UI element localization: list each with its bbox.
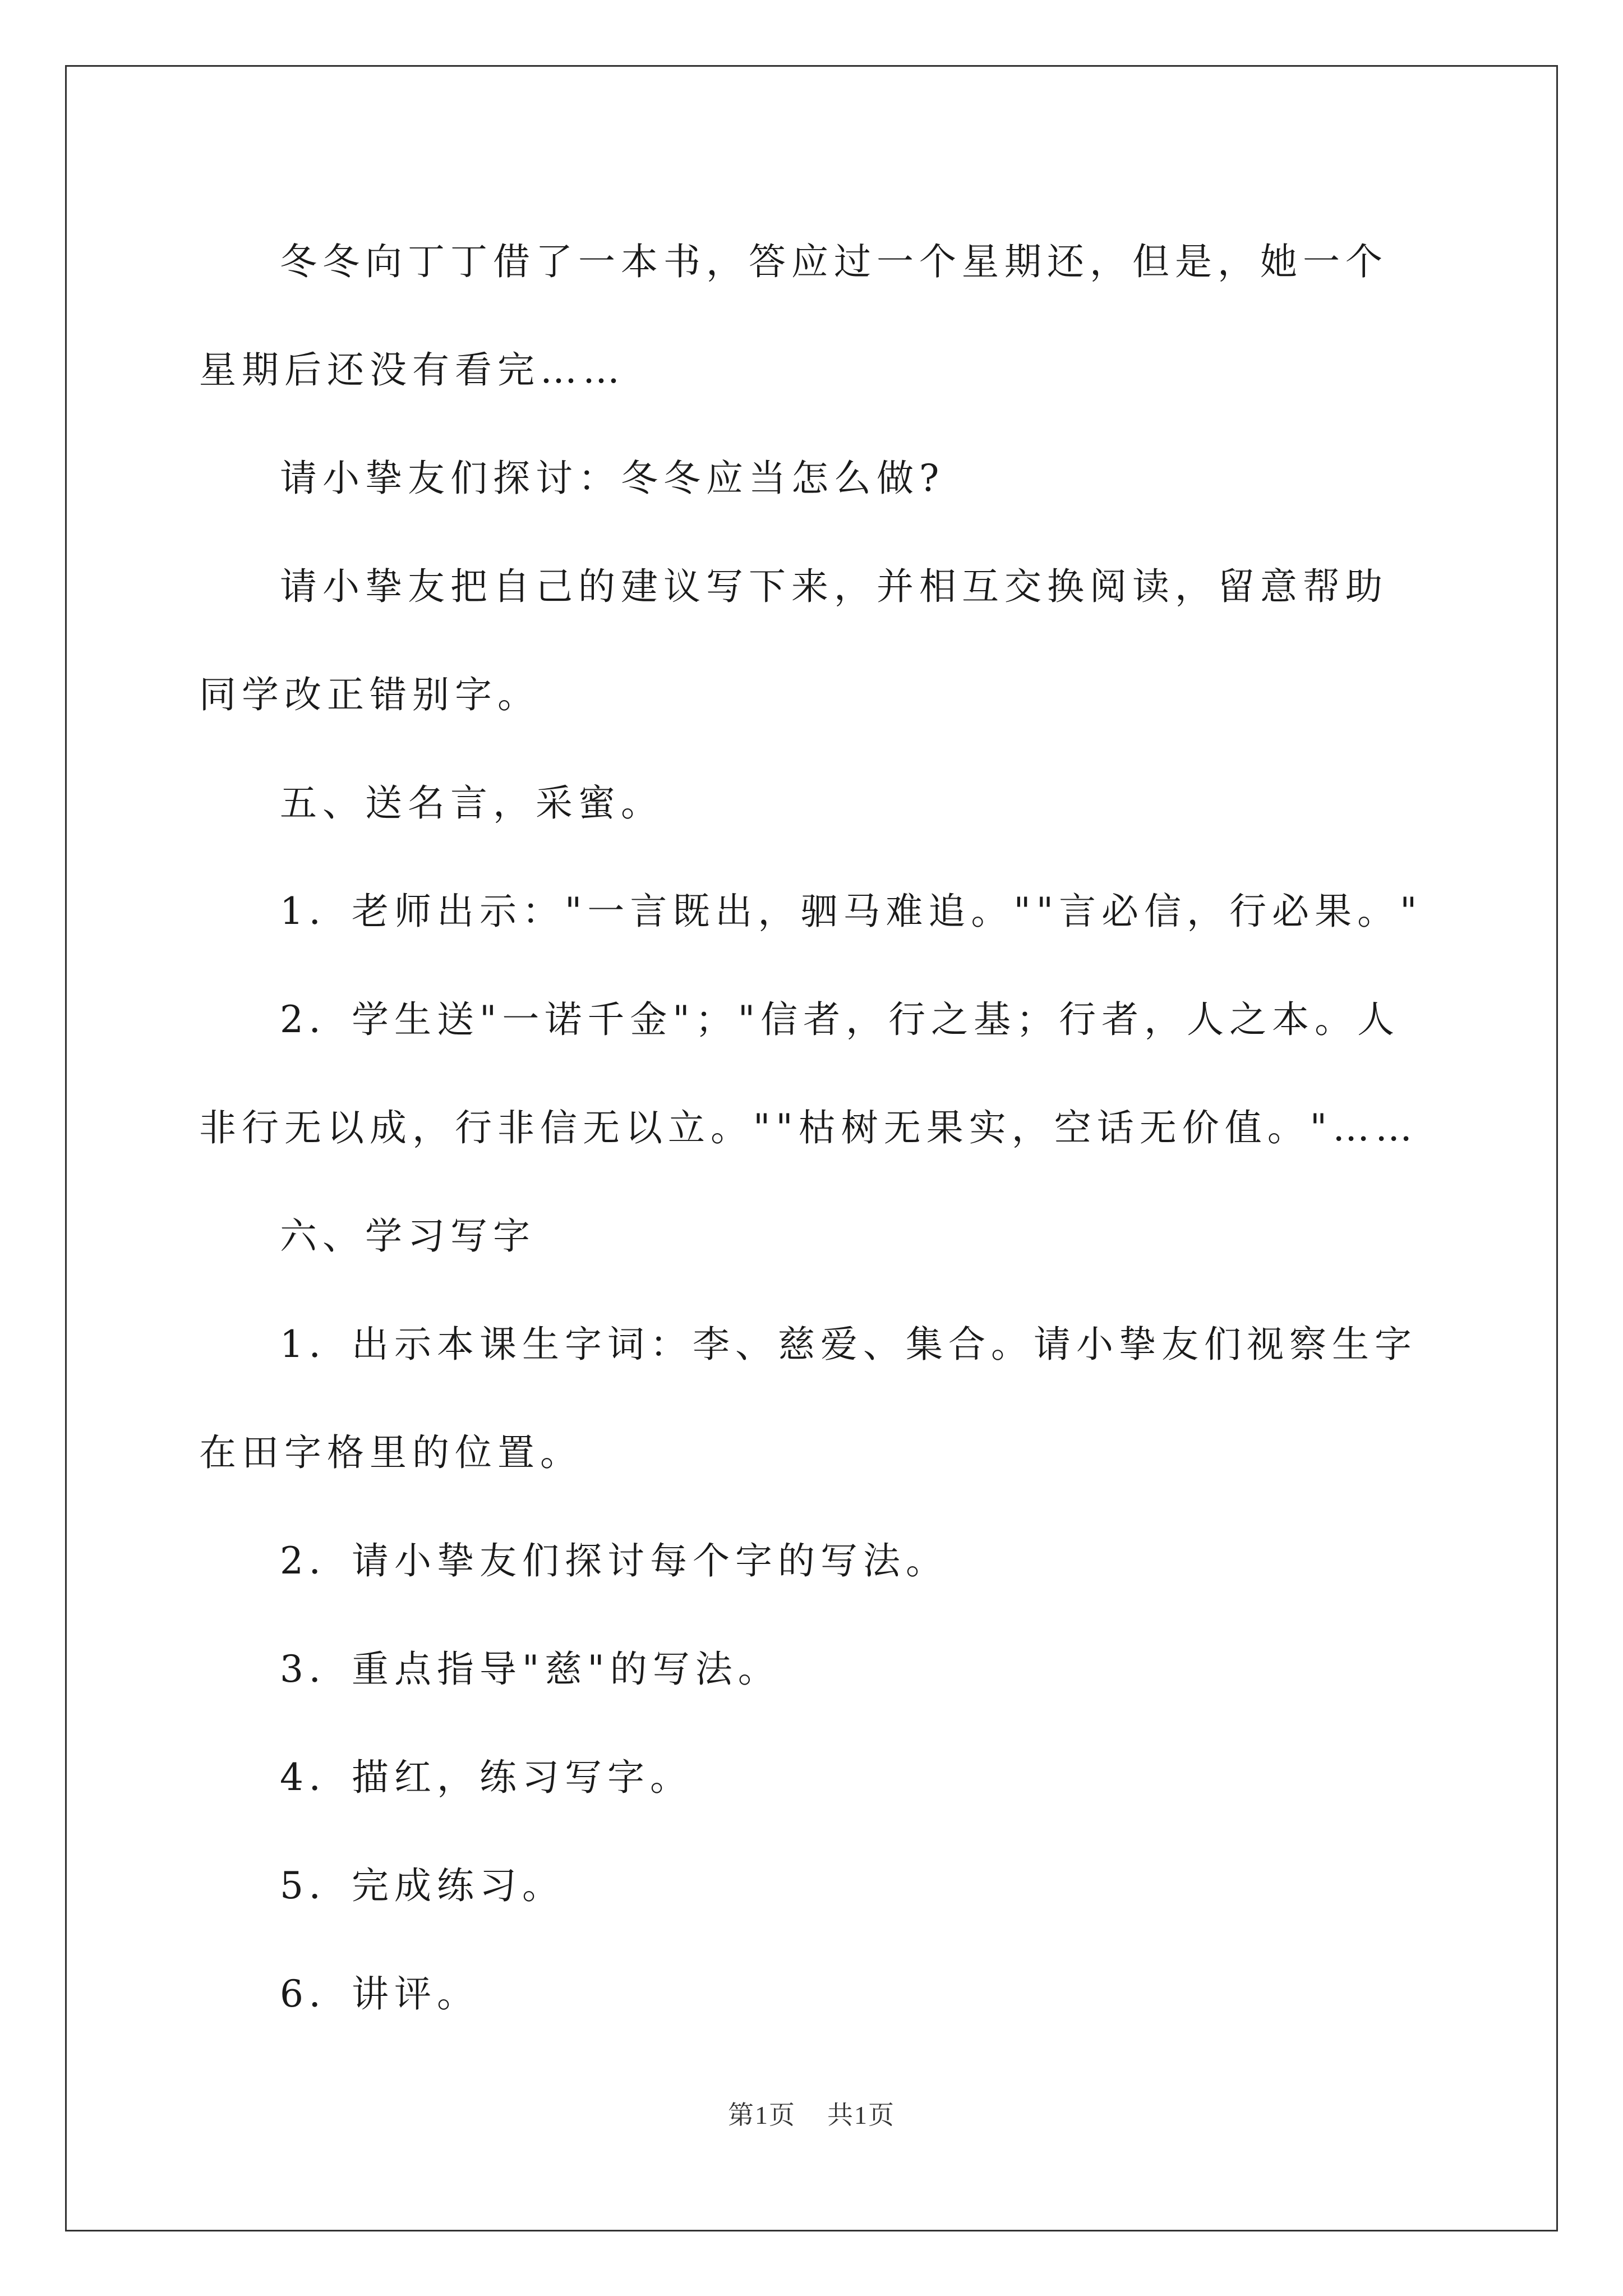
paragraph: 1．老师出示："一言既出，驷马难追。""言必信，行必果。" xyxy=(280,890,1423,933)
paragraph: 2．学生送"一诺千金"；"信者，行之基；行者，人之本。人非行无以成，行非信无以立。""枯树无果实，空话无价值。"…… xyxy=(199,998,1418,1149)
section-heading: 六、学习写字 xyxy=(280,1214,536,1258)
page-number: 第1页 xyxy=(728,2101,796,2129)
paragraph: 4．描红，练习写字。 xyxy=(280,1756,693,1799)
paragraph: 5．完成练习。 xyxy=(280,1864,565,1907)
paragraph: 1．出示本课生字词：李、慈爱、集合。请小挚友们视察生字在田字格里的位置。 xyxy=(199,1323,1417,1474)
paragraph: 3．重点指导"慈"的写法。 xyxy=(280,1648,781,1691)
section-heading: 五、送名言，采蜜。 xyxy=(280,781,663,825)
paragraph: 请小挚友把自己的建议写下来，并相互交换阅读，留意帮助同学改正错别字。 xyxy=(199,565,1388,716)
paragraph: 请小挚友们探讨：冬冬应当怎么做? xyxy=(280,457,945,500)
paragraph: 6．讲评。 xyxy=(280,1972,479,2016)
document-body xyxy=(199,208,1427,2048)
page-total: 共1页 xyxy=(827,2101,895,2129)
paragraph: 冬冬向丁丁借了一本书，答应过一个星期还，但是，她一个星期后还没有看完…… xyxy=(199,240,1388,392)
page-footer xyxy=(0,2095,1623,2132)
paragraph: 2．请小挚友们探讨每个字的写法。 xyxy=(280,1539,948,1582)
